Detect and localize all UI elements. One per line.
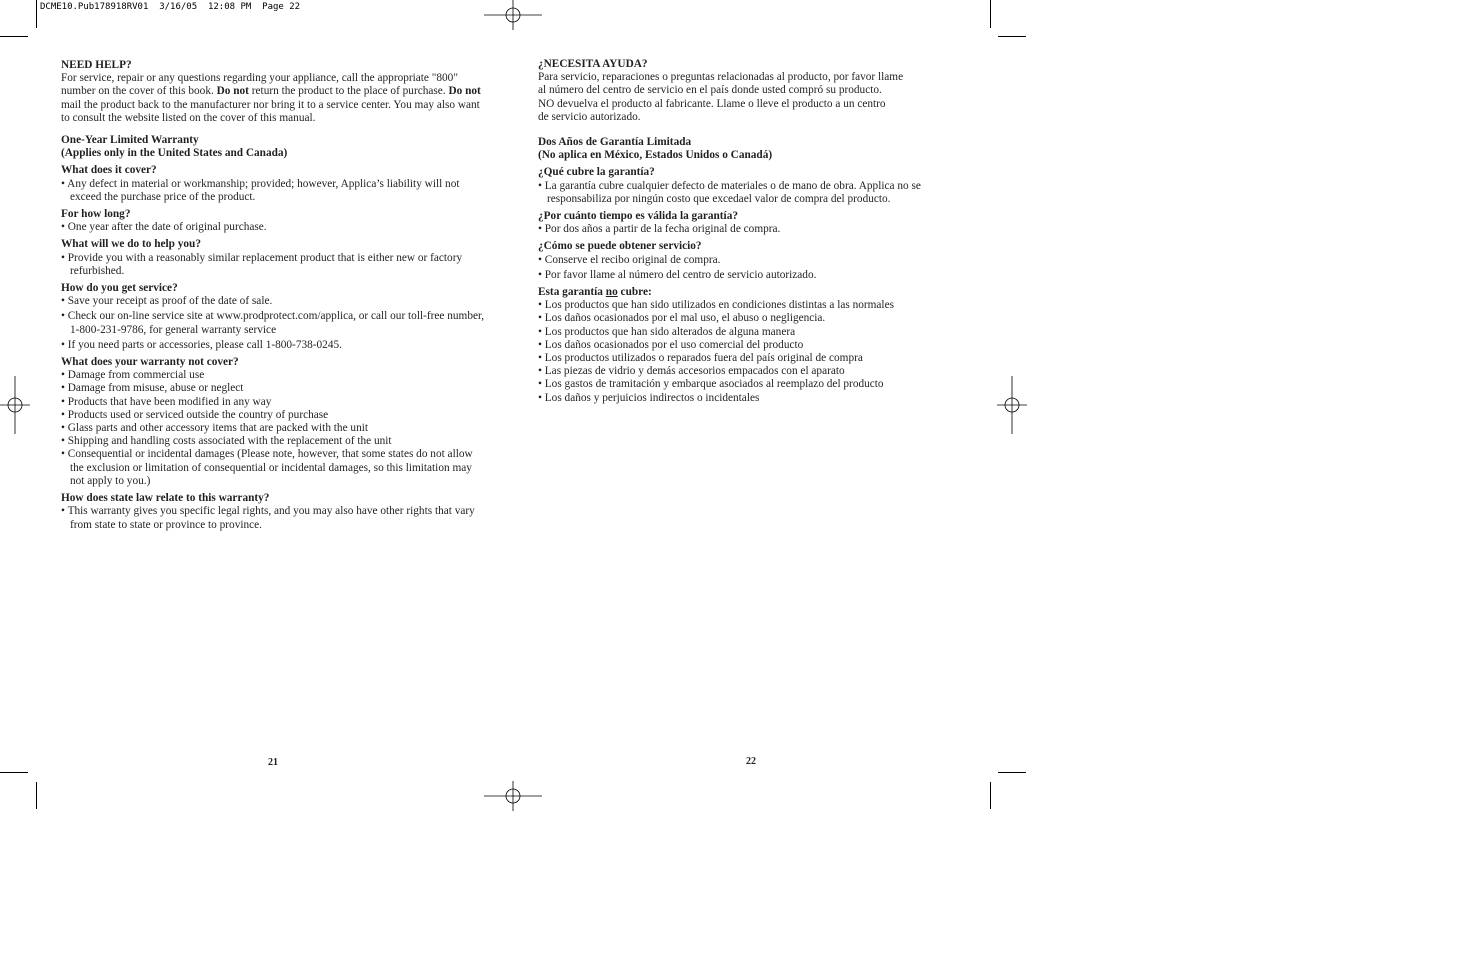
crop-mark bbox=[0, 772, 28, 773]
question-heading: How does state law relate to this warranty? bbox=[61, 492, 270, 505]
text-run-bold: Do not bbox=[448, 85, 481, 98]
list-item: • Los gastos de tramitación y embarque asociados al reemplazo del producto bbox=[538, 378, 884, 391]
list-item: • Los daños ocasionados por el mal uso, el abuso o negligencia. bbox=[538, 312, 826, 325]
list-item: • Any defect in material or workmanship; provided; however, Applica’s liability will not exceed the purchase price of the product. bbox=[61, 177, 460, 203]
text-run: mail the product back to the manufacturer nor bring it to a service center. You may also want to consult the website listed on the cover of this manual. bbox=[61, 98, 480, 124]
page-21-content bbox=[61, 59, 486, 536]
text-line: al número del centro de servicio en el país donde usted compró su producto. bbox=[538, 84, 882, 97]
page-22-content bbox=[538, 58, 968, 409]
answer-list bbox=[538, 223, 968, 236]
crop-mark bbox=[998, 772, 1026, 773]
list-item: • Por dos años a partir de la fecha original de compra. bbox=[538, 223, 781, 236]
answer-list bbox=[61, 178, 486, 204]
question-heading: What does it cover? bbox=[61, 164, 157, 177]
warranty-title-line: One-Year Limited Warranty bbox=[61, 134, 199, 147]
text-run-bold: Do not bbox=[216, 85, 249, 98]
warranty-title-line: (No aplica en México, Estados Unidos o Canadá) bbox=[538, 149, 773, 162]
need-help-title: ¿NECESITA AYUDA? bbox=[538, 58, 648, 70]
question-heading: For how long? bbox=[61, 208, 131, 221]
question-heading: What does your warranty not cover? bbox=[61, 356, 239, 369]
text-run-underlined: no bbox=[605, 286, 618, 299]
list-item: • Products that have been modified in any way bbox=[61, 395, 272, 408]
list-item: • Damage from commercial use bbox=[61, 369, 205, 382]
answer-list bbox=[61, 295, 486, 352]
list-item: • Damage from misuse, abuse or neglect bbox=[61, 382, 244, 395]
list-item: • La garantía cubre cualquier defecto de materiales o de mano de obra. Applica no se responsabiliza por ningún costo que excedael valor de compra del producto. bbox=[538, 179, 921, 205]
registration-mark-icon bbox=[0, 376, 30, 434]
list-item: • Check our on-line service site at www.prodprotect.com/applica, or call our toll-free number, 1-800-231-9786, for general warranty service bbox=[61, 310, 485, 336]
list-item: • If you need parts or accessories, please call 1-800-738-0245. bbox=[61, 338, 342, 351]
list-item: • Los productos que han sido alterados de alguna manera bbox=[538, 325, 796, 338]
text-run: Esta garantía bbox=[538, 286, 606, 299]
list-item: • Conserve el recibo original de compra. bbox=[538, 253, 721, 266]
list-item: • Los daños y perjuicios indirectos o incidentales bbox=[538, 391, 760, 404]
text-line: NO devuelva el producto al fabricante. Llame o lleve el producto a un centro bbox=[538, 97, 886, 110]
warranty-title-line: (Applies only in the United States and Canada) bbox=[61, 147, 288, 160]
crop-mark bbox=[0, 36, 28, 37]
list-item: • Products used or serviced outside the country of purchase bbox=[61, 408, 329, 421]
registration-mark-icon bbox=[484, 0, 542, 30]
text-line: de servicio autorizado. bbox=[538, 110, 641, 123]
page-number: 21 bbox=[268, 757, 278, 768]
question-heading: ¿Qué cubre la garantía? bbox=[538, 166, 655, 179]
registration-mark-icon bbox=[997, 376, 1027, 434]
list-item: • This warranty gives you specific legal rights, and you may also have other rights that vary from state to state or province to province. bbox=[61, 505, 475, 531]
text-run: return the product to the place of purchase. bbox=[248, 85, 449, 98]
question-heading: ¿Cómo se puede obtener servicio? bbox=[538, 240, 702, 253]
warranty-title bbox=[538, 136, 968, 162]
print-slug: DCME10.Pub178918RV01 3/16/05 12:08 PM Page 22 bbox=[40, 2, 301, 12]
registration-mark-icon bbox=[484, 781, 542, 811]
answer-list bbox=[61, 252, 486, 278]
warranty-title-line: Dos Años de Garantía Limitada bbox=[538, 136, 692, 149]
text-run: cubre: bbox=[617, 286, 652, 299]
text-run: For service, repair or any questions regarding your appliance, call the appropriate "800" number on the cover of this book. bbox=[61, 72, 458, 98]
list-item: • Glass parts and other accessory items that are packed with the unit bbox=[61, 422, 368, 435]
answer-list bbox=[61, 221, 486, 234]
list-item: • Save your receipt as proof of the date of sale. bbox=[61, 295, 273, 308]
need-help-text bbox=[61, 72, 486, 125]
page-number: 22 bbox=[746, 756, 756, 767]
list-item: • Por favor llame al número del centro de servicio autorizado. bbox=[538, 268, 817, 281]
warranty-title bbox=[61, 134, 486, 160]
answer-list bbox=[61, 369, 486, 488]
crop-mark bbox=[990, 0, 991, 28]
question-heading: What will we do to help you? bbox=[61, 238, 201, 251]
list-item: • One year after the date of original purchase. bbox=[61, 221, 267, 234]
question-heading: ¿Por cuánto tiempo es válida la garantía? bbox=[538, 210, 738, 223]
text-line: Para servicio, reparaciones o preguntas relacionadas al producto, por favor llame bbox=[538, 71, 904, 84]
crop-mark bbox=[36, 0, 37, 28]
need-help-text bbox=[538, 71, 968, 124]
question-heading: How do you get service? bbox=[61, 282, 178, 295]
list-item: • Provide you with a reasonably similar replacement product that is either new or factory refurbished. bbox=[61, 251, 463, 277]
answer-list bbox=[61, 505, 486, 531]
crop-mark bbox=[998, 36, 1026, 37]
list-item: • Shipping and handling costs associated with the replacement of the unit bbox=[61, 435, 392, 448]
need-help-title: NEED HELP? bbox=[61, 59, 132, 71]
list-item: • Consequential or incidental damages (Please note, however, that some states do not allow the exclusion or limitation of consequential or incidental damages, so this limitation may not apply to you.) bbox=[61, 448, 473, 487]
list-item: • Los productos que han sido utilizados en condiciones distintas a las normales bbox=[538, 299, 894, 312]
question-heading bbox=[538, 286, 968, 299]
answer-list bbox=[538, 180, 968, 206]
list-item: • Los daños ocasionados por el uso comercial del producto bbox=[538, 338, 804, 351]
list-item: • Los productos utilizados o reparados fuera del país original de compra bbox=[538, 352, 863, 365]
list-item: • Las piezas de vidrio y demás accesorios empacados con el aparato bbox=[538, 365, 845, 378]
crop-mark bbox=[990, 782, 991, 809]
crop-mark bbox=[36, 782, 37, 809]
answer-list bbox=[538, 299, 968, 405]
answer-list bbox=[538, 254, 968, 282]
